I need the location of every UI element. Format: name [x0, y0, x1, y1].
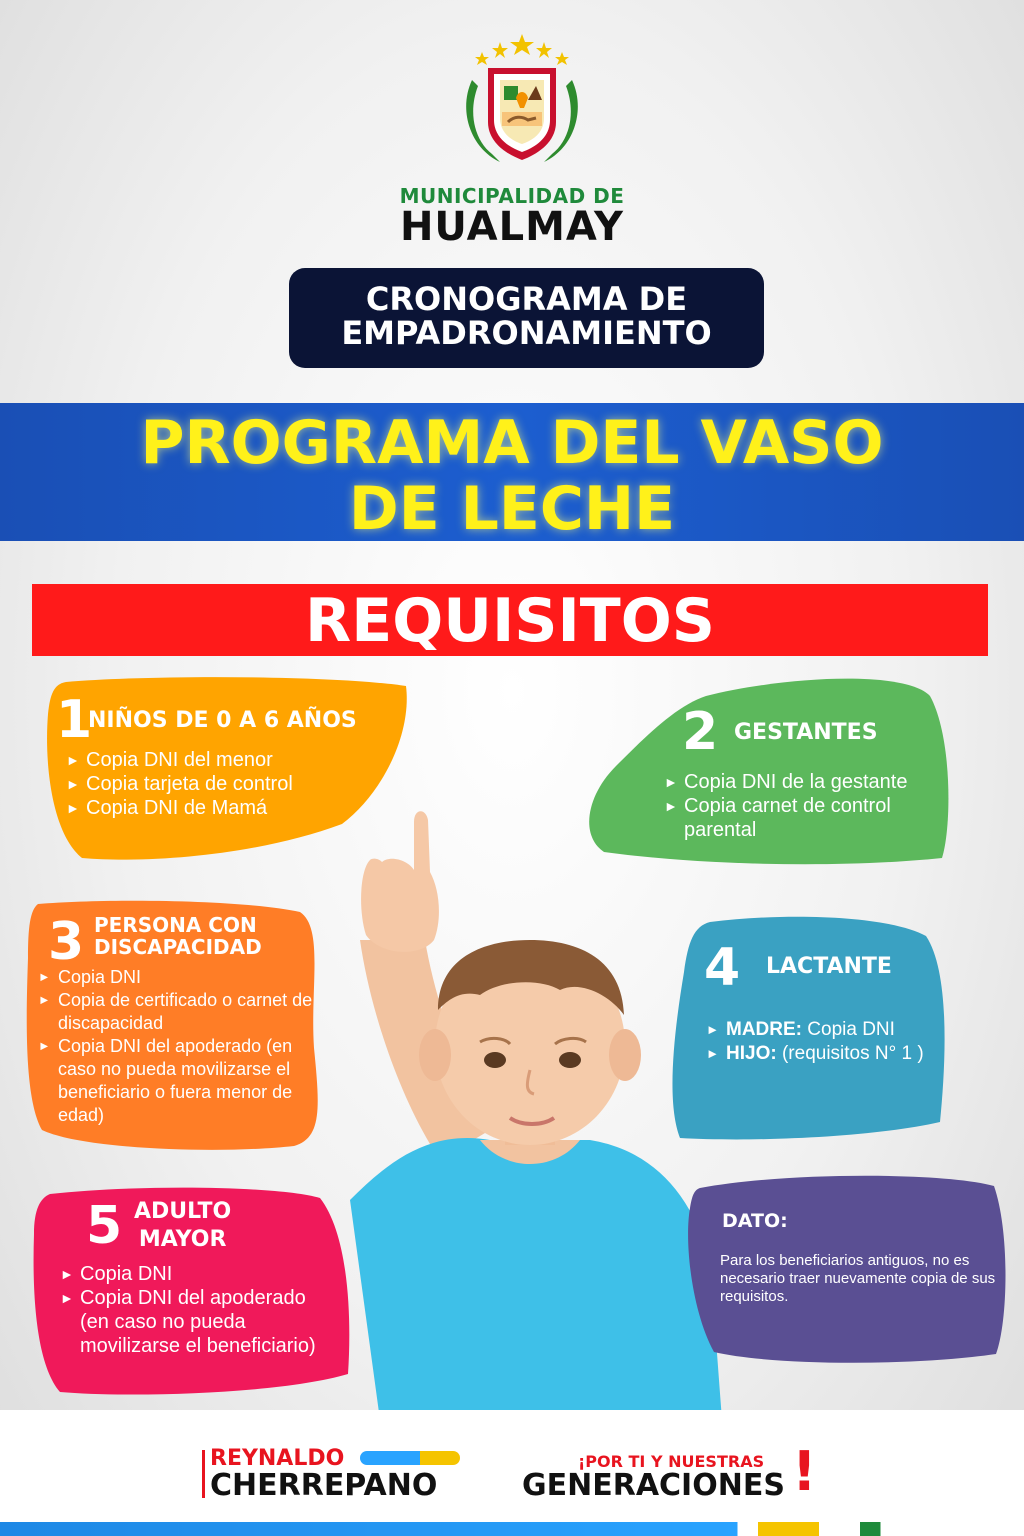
- list-item: ► Copia DNI: [60, 1263, 173, 1285]
- group-number: 4: [704, 938, 741, 998]
- list-item: ► MADRE: Copia DNI: [706, 1019, 895, 1040]
- list-item: ► Copia DNI del apoderado (en caso no pueda movilizarse el beneficiario): [60, 1287, 316, 1357]
- group-requirements-list: [664, 770, 934, 842]
- group-title: PERSONA CON DISCAPACIDAD: [94, 913, 262, 959]
- info-note-text: Para los beneficiarios antiguos, no es necesario traer nuevamente copia de sus requisitos.: [720, 1252, 996, 1305]
- group-title: NIÑOS DE 0 A 6 AÑOS: [88, 708, 357, 733]
- group-disability: [24, 898, 326, 1152]
- group-number: 3: [48, 912, 85, 972]
- list-item: ► Copia de certificado o carnet de discapacidad: [38, 990, 313, 1033]
- group-lactating: [670, 912, 950, 1142]
- group-pregnant: [586, 676, 952, 866]
- footer-exclamation: !: [792, 1440, 817, 1503]
- group-number: 5: [86, 1196, 123, 1256]
- info-note: [684, 1172, 1010, 1366]
- list-item: ► Copia DNI de Mamá: [66, 797, 268, 819]
- program-title-line2: DE LECHE: [348, 474, 676, 544]
- list-item: ► Copia carnet de control parental: [664, 795, 891, 841]
- group-requirements-list: [706, 1018, 946, 1066]
- program-title-line1: PROGRAMA DEL VASO: [140, 408, 884, 478]
- group-title: GESTANTES: [734, 720, 878, 745]
- footer-color-pill: [360, 1451, 460, 1465]
- footer-slogan-top: ¡POR TI Y NUESTRAS: [578, 1452, 765, 1471]
- list-item: ► Copia DNI: [38, 967, 142, 987]
- schedule-title-box: [289, 268, 764, 368]
- group-requirements-list: [38, 966, 322, 1127]
- footer-name-first: REYNALDO: [210, 1446, 345, 1471]
- footer: [0, 1410, 1024, 1536]
- footer-name-last: CHERREPANO: [210, 1468, 438, 1503]
- group-title: LACTANTE: [766, 954, 892, 979]
- info-note-title: DATO:: [722, 1210, 788, 1232]
- group-requirements-list: [66, 748, 293, 820]
- municipal-crest-logo: [452, 30, 592, 170]
- group-title: ADULTO MAYOR: [134, 1199, 232, 1252]
- group-children-0-6: [42, 674, 414, 864]
- municipality-name: HUALMAY: [399, 204, 625, 250]
- list-item: ► Copia DNI del apoderado (en caso no pueda movilizarse el beneficiario o fuera menor de edad): [38, 1036, 293, 1125]
- list-item: ► Copia tarjeta de control: [66, 773, 293, 795]
- bottom-color-strip: [0, 1522, 1024, 1536]
- group-elderly: [30, 1184, 352, 1398]
- schedule-title-line1: CRONOGRAMA DE: [365, 280, 688, 318]
- group-requirements-list: [60, 1262, 340, 1358]
- list-item: ► HIJO: (requisitos N° 1 ): [706, 1043, 924, 1064]
- list-item: ► Copia DNI de la gestante: [664, 771, 908, 793]
- list-item: ► Copia DNI del menor: [66, 749, 273, 771]
- footer-divider: [202, 1450, 205, 1498]
- requirements-heading: REQUISITOS: [32, 584, 988, 656]
- group-number: 1: [56, 690, 93, 750]
- schedule-title-line2: EMPADRONAMIENTO: [341, 314, 712, 352]
- group-number: 2: [682, 702, 719, 762]
- program-title: [0, 410, 1024, 542]
- footer-slogan-bottom: GENERACIONES: [522, 1468, 785, 1503]
- municipality-label: MUNICIPALIDAD DE: [399, 184, 625, 208]
